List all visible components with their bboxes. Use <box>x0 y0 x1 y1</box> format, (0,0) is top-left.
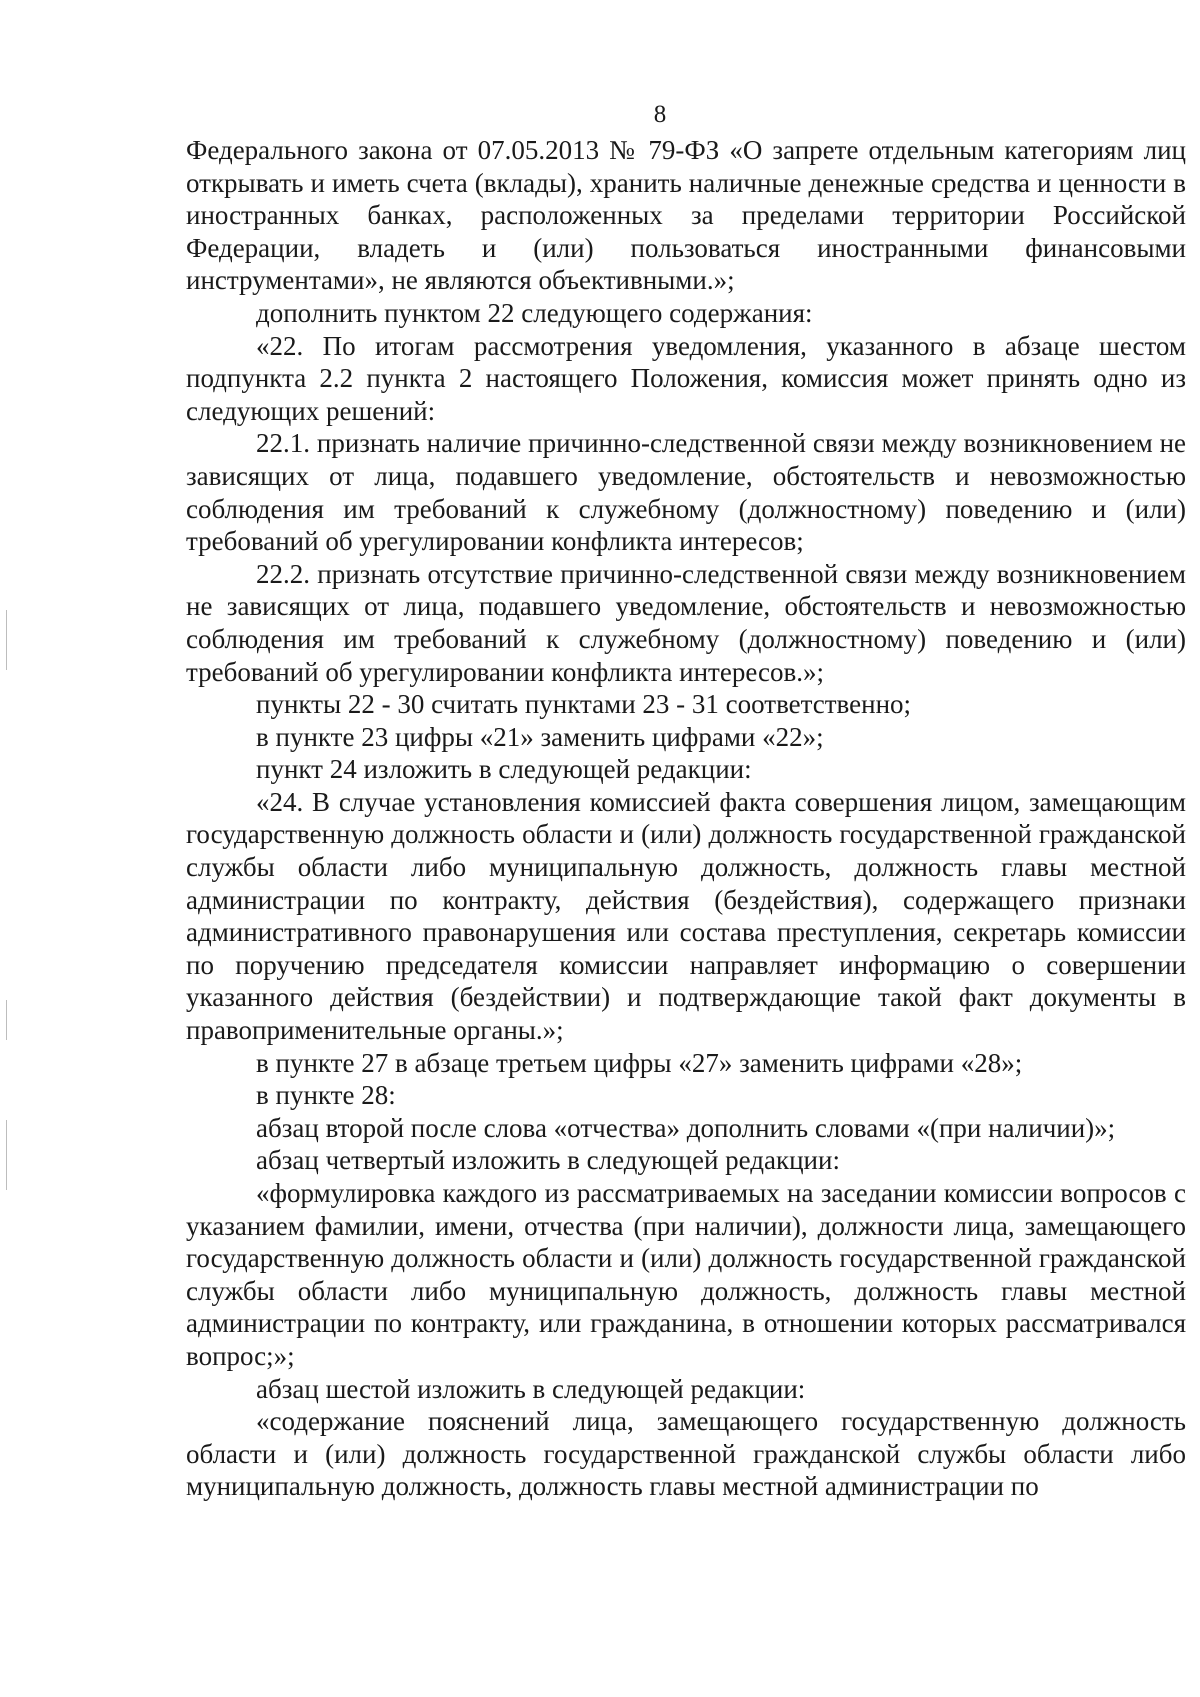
paragraph: 22.2. признать отсутствие причинно-следственной связи между возникновением не зависящих от лица, подавшего уведомление, обстоятельств и невозможностью соблюдения им требований к служебному (должностному) поведению и (или) требований об урегулировании конфликта интересов.»; <box>186 558 1186 687</box>
paragraph: пункты 22 - 30 считать пунктами 23 - 31 соответственно; <box>256 689 912 720</box>
paragraph: пункт 24 изложить в следующей редакции: <box>256 754 752 785</box>
paragraph: Федерального закона от 07.05.2013 № 79-ФЗ «О запрете отдельным категориям лиц открывать и иметь счета (вклады), хранить наличные денежные средства и ценности в иностранных банках, расположенных за пределами территории Российской Федерации, владеть и (или) пользоваться иностранными финансовыми инструментами», не являются объективными.»; <box>186 135 1186 296</box>
paragraph: «содержание пояснений лица, замещающего государственную должность области и (или) должность государственной гражданской службы области либо муниципальную должность, должность главы местной администрации по <box>186 1406 1186 1502</box>
paragraph: в пункте 23 цифры «21» заменить цифрами «22»; <box>256 721 824 752</box>
paragraph: «формулировка каждого из рассматриваемых на заседании комиссии вопросов с указанием фамилии, имени, отчества (при наличии), должности лица, замещающего государственную должность области и (или) должность государственной гражданской службы области либо муниципальную должность, должность главы местной администрации по контракту, или гражданина, в отношении которых рассматривался вопрос;»; <box>186 1178 1186 1371</box>
paragraph: абзац шестой изложить в следующей редакции: <box>256 1373 806 1404</box>
page-number: 8 <box>653 101 667 128</box>
paragraph: абзац второй после слова «отчества» дополнить словами «(при наличии)»; <box>256 1112 1116 1143</box>
document-body <box>186 134 1186 1503</box>
paragraph: 22.1. признать наличие причинно-следственной связи между возникновением не зависящих от лица, подавшего уведомление, обстоятельств и невозможностью соблюдения им требований к служебному (должностному) поведению и (или) требований об урегулировании конфликта интересов; <box>186 428 1186 557</box>
paragraph: абзац четвертый изложить в следующей редакции: <box>256 1145 840 1176</box>
scan-artifact <box>6 1000 7 1040</box>
paragraph: «24. В случае установления комиссией факта совершения лицом, замещающим государственную должность области и (или) должность государственной гражданской службы области либо муниципальную должность, должность главы местной администрации по контракту, действия (бездействия), содержащего признаки административного правонарушения или состава преступления, секретарь комиссии по поручению председателя комиссии направляет информацию о совершении указанного действия (бездействии) и подтверждающие такой факт документы в правоприменительные органы.»; <box>186 786 1186 1046</box>
paragraph: дополнить пунктом 22 следующего содержания: <box>256 297 813 328</box>
scan-artifact <box>6 1120 7 1190</box>
scan-artifact <box>6 610 7 670</box>
paragraph: в пункте 28: <box>256 1080 396 1111</box>
paragraph: в пункте 27 в абзаце третьем цифры «27» заменить цифрами «28»; <box>256 1047 1023 1078</box>
paragraph: «22. По итогам рассмотрения уведомления, указанного в абзаце шестом подпункта 2.2 пункта 2 настоящего Положения, комиссия может принять одно из следующих решений: <box>186 330 1186 426</box>
